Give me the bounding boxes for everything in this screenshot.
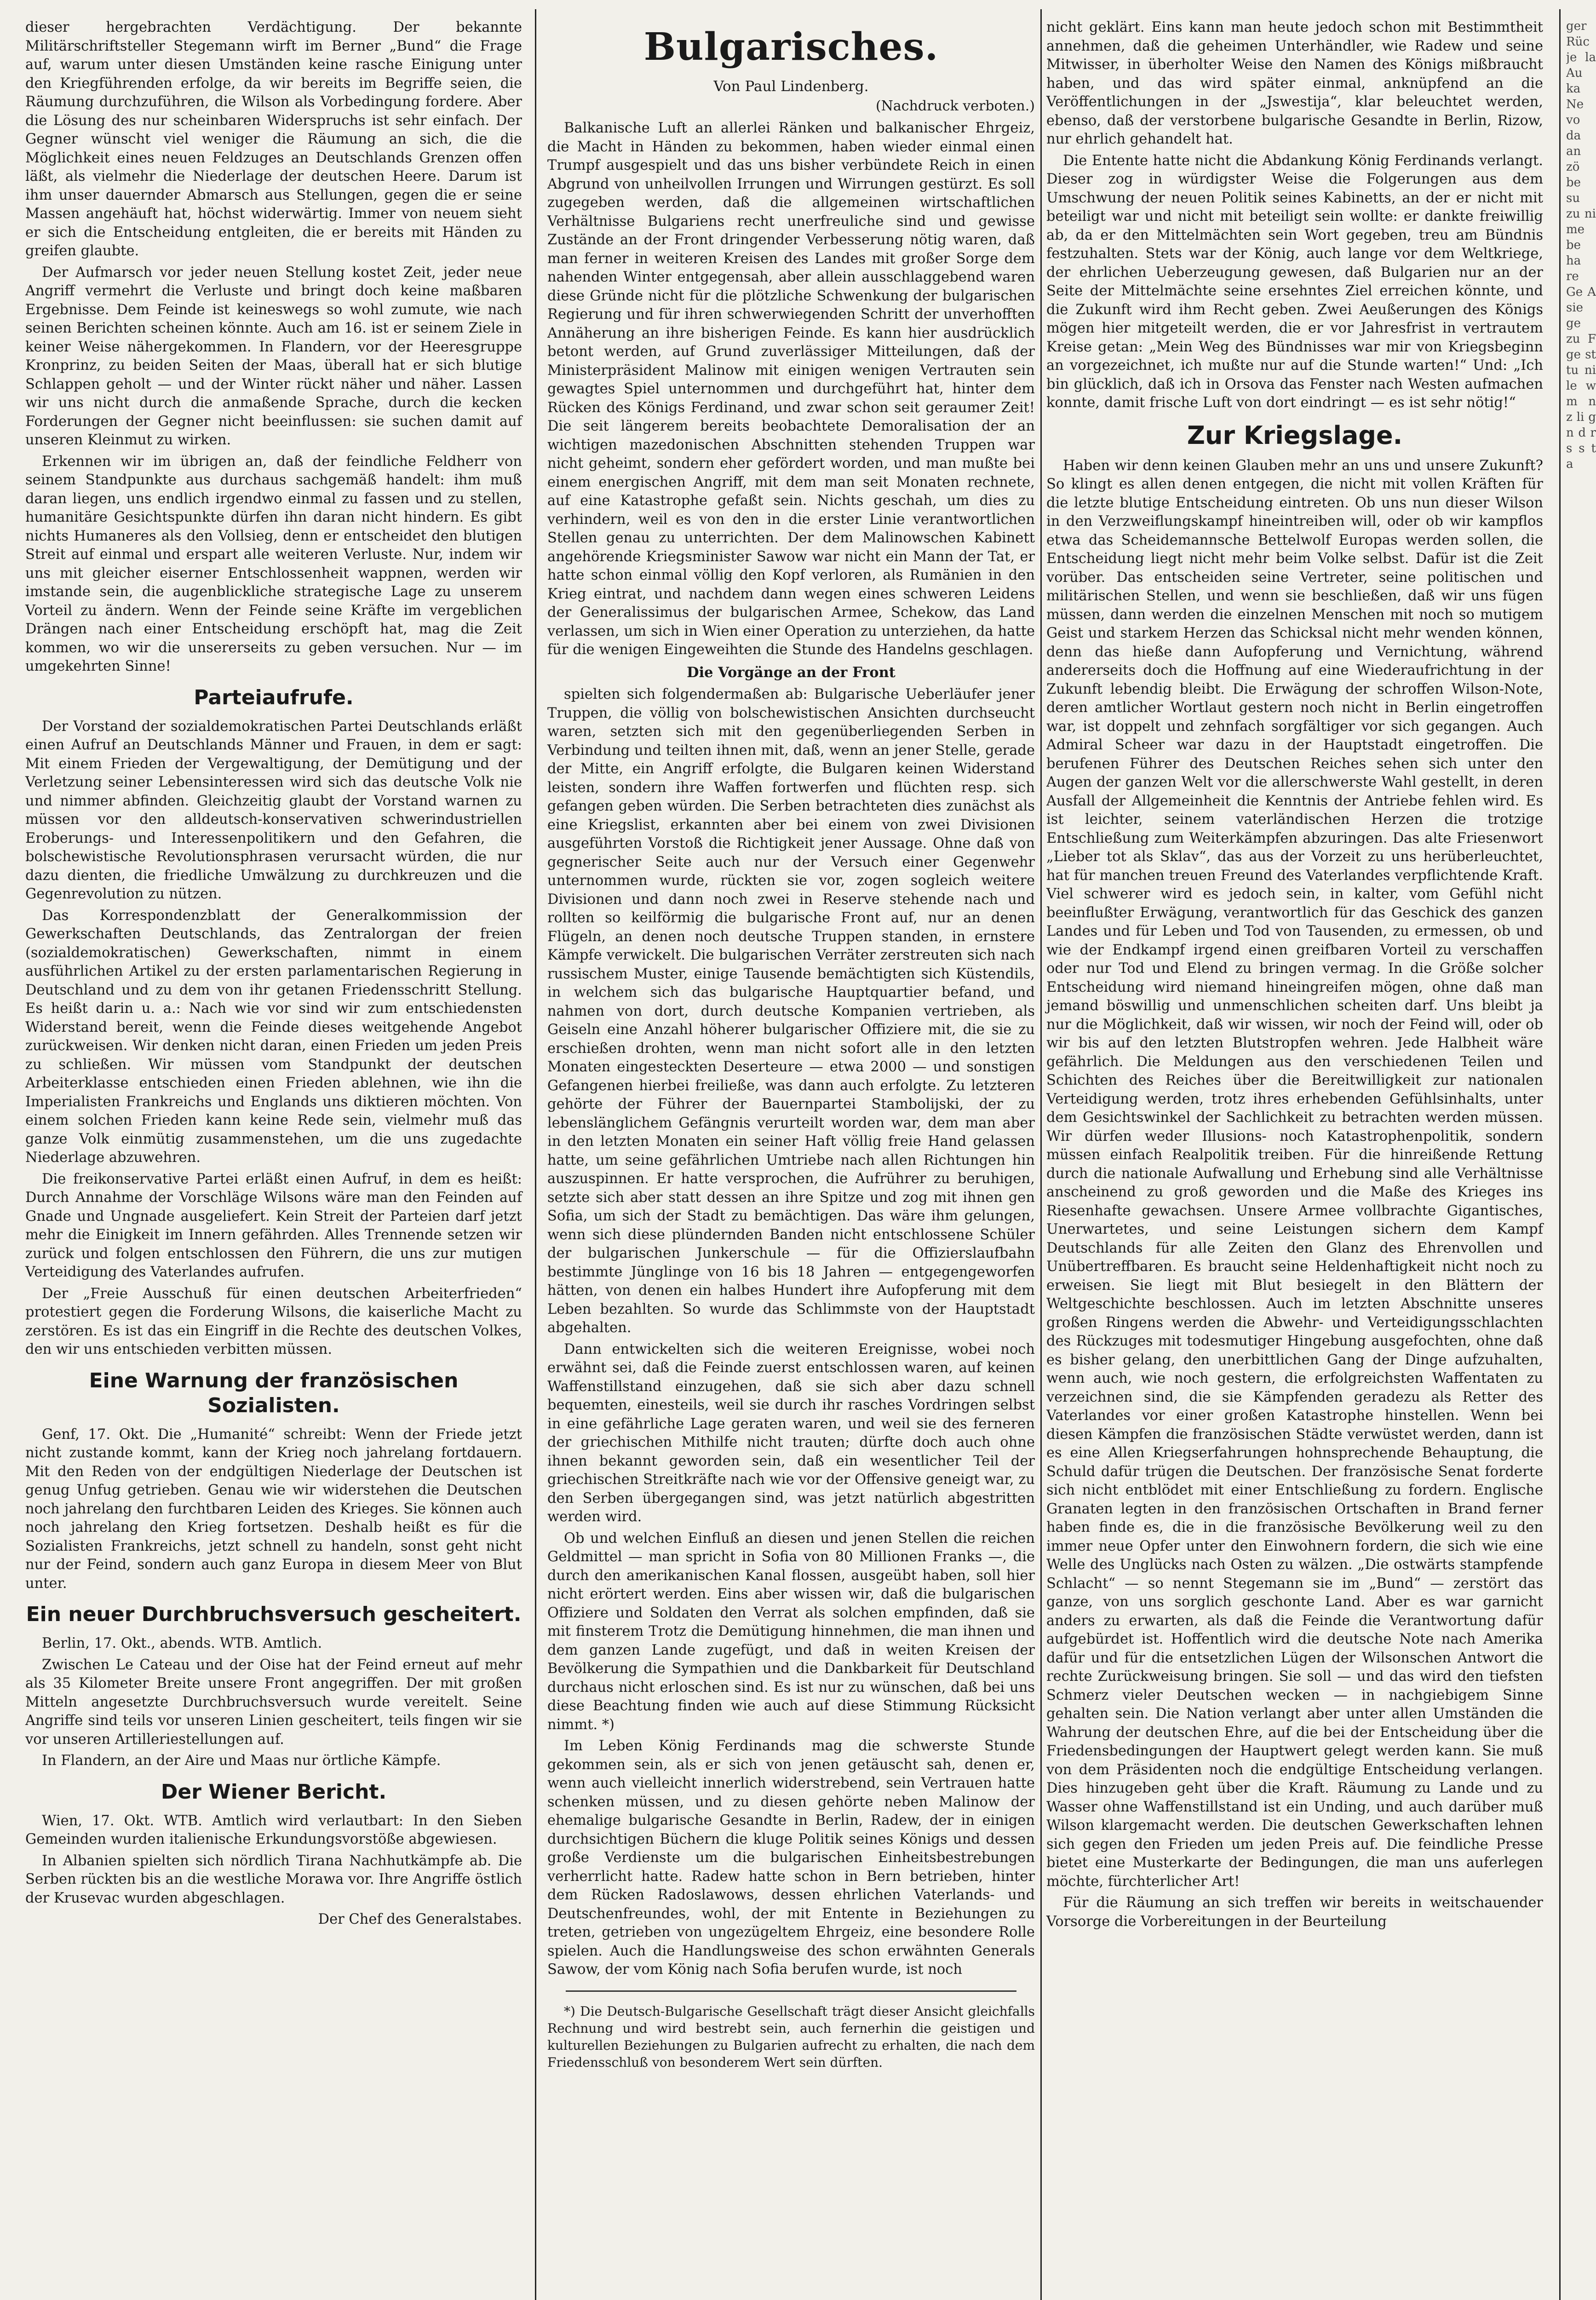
article-paragraph: Wien, 17. Okt. WTB. Amtlich wird verlautbart: In den Sieben Gemeinden wurden italienische Erkundungsvorstöße abgewiesen.: [25, 1812, 522, 1847]
column-3: [1046, 18, 1543, 1934]
article-paragraph: Der Aufmarsch vor jeder neuen Stellung kostet Zeit, jeder neue Angriff vermehrt die Verluste und bringt doch keine maßbaren Ergebnisse. Dem Feinde ist keineswegs so wohl zumute, wie nach seinen Berichten scheinen könnte. Auch am 16. ist er seinem Ziele in keiner Weise nähergekommen. In Flandern, vor der Heeresgruppe Kronprinz, zu beiden Seiten der Maas, überall hat er sich blutige Schlappen geholt — und der Winter rückt näher und näher. Lassen wir uns nicht durch die anmaßende Sprache, durch die kecken Forderungen der Gegner nicht beeinflussen: sie suchen damit auf unseren Kleinmut zu wirken.: [25, 264, 522, 448]
subheading: Die Vorgänge an der Front: [687, 664, 896, 681]
dateline: Berlin, 17. Okt., abends. WTB. Amtlich.: [42, 1635, 322, 1651]
reprint-note: (Nachdruck verboten.): [875, 98, 1035, 114]
footnote-rule: [566, 1990, 1016, 1992]
article-paragraph: Ob und welchen Einfluß an diesen und jenen Stellen die reichen Geldmittel — man spricht in Sofia von 80 Millionen Franks —, die durch den amerikanischen Kanal flossen, ausgeübt haben, soll hier nicht erörtert werden. Eins aber wissen wir, daß die bulgarischen Offiziere und Soldaten den Verrat als solchen empfinden, daß sie mit finsterem Trotz die Demütigung hinnehmen, die man ihnen und dem ganzen Lande zugefügt, und daß in weiten Kreisen der Bevölkerung die Sympathien und die Dankbarkeit für Deutschland durchaus nicht erloschen sind. Es ist nur zu wünschen, daß bei uns diese Beachtung finden wie auch auf diese Stimmung Rücksicht nimmt. *): [547, 1530, 1035, 1733]
article-paragraph: Zwischen Le Cateau und der Oise hat der Feind erneut auf mehr als 35 Kilometer Breite unsere Front angegriffen. Der mit großen Mitteln angesetzte Durchbruchsversuch wurde vereitelt. Seine Angriffe sind teils vor unseren Linien gescheitert, teils fingen wir sie vor unseren Artilleriestellungen auf.: [25, 1656, 522, 1748]
signature: Der Chef des Generalstabes.: [318, 1911, 522, 1927]
headline-zur-kriegslage: Zur Kriegslage.: [1187, 420, 1403, 450]
column-4-edge: [1566, 18, 1596, 472]
headline-bulgarisches: Bulgarisches.: [643, 25, 939, 69]
column-1: [25, 18, 522, 1929]
headline-warnung: Eine Warnung der französischen Sozialisten.: [89, 1368, 459, 1417]
column-2: [547, 18, 1035, 2071]
article-paragraph: Das Korrespondenzblatt der Generalkommission der Gewerkschaften Deutschlands, das Zentralorgan der freien (sozialdemokratischen) Gewerkschaften, nimmt in einem ausführlichen Artikel zu der ersten parlamentarischen Regierung in Deutschland und zu dem von ihr getanen Friedensschritt Stellung. Es heißt darin u. a.: Nach wie vor sind wir zum entschiedensten Widerstand bereit, wenn die Feinde dieses weitgehende Angebot zurückweisen. Wir denken nicht daran, einen Frieden um jeden Preis zu schließen. Wir müssen vom Standpunkt der deutschen Arbeiterklasse entschieden einen Frieden ablehnen, wie ihn die Imperialisten Frankreichs und Englands uns diktieren möchten. Von einem solchen Frieden kann keine Rede sein, vielmehr muß das ganze Volk einmütig zusammenstehen, um die uns zugedachte Niederlage abzuwehren.: [25, 907, 522, 1166]
article-paragraph: nicht geklärt. Eins kann man heute jedoch schon mit Bestimmtheit annehmen, daß die geheimen Unterhändler, wie Radew und seine Mitwisser, in überholter Weise den Namen des Königs mißbraucht haben, und das wird später einmal, anknüpfend an die Veröffentlichungen in der „Jswestija“, klar beleuchtet werden, ebenso, daß der verstorbene bulgarische Gesandte in Berlin, Rizow, nur ehrlich gehandelt hat.: [1046, 19, 1543, 147]
article-paragraph: In Flandern, an der Aire und Maas nur örtliche Kämpfe.: [42, 1753, 441, 1769]
article-paragraph: spielten sich folgendermaßen ab: Bulgarische Ueberläufer jener Truppen, die völlig von bolschewistischen Ansichten durchseucht waren, setzten sich mit den gegenüberliegenden Serben in Verbindung und teilten ihnen mit, daß, wenn an jener Stelle, gerade der Mitte, ein Angriff erfolgte, die Bulgaren keinen Widerstand leisten, sondern ihre Waffen fortwerfen und flüchten resp. sich gefangen geben würden. Die Serben betrachteten dies zunächst als eine Kriegslist, erkannten aber bei einem von zwei Divisionen ausgeführten Vorstoß die Richtigkeit jener Aussage. Ohne daß von gegnerischer Seite auch nur der Versuch einer Gegenwehr unternommen wurde, rückten sie vor, zogen sogleich weitere Divisionen und dann noch zwei in Reserve stehende nach und rollten so keilförmig die bulgarische Front auf, nur an denen Flügeln, an denen noch deutsche Truppen standen, in ernstere Kämpfe verwickelt. Die bulgarischen Verräter zerstreuten sich nach russischem Muster, einige Tausende bemächtigten sich Küstendils, in welchem sich das bulgarische Hauptquartier befand, und nahmen von dort, durch deutsche Kompanien vertrieben, als Geiseln eine Anzahl höherer bulgarischer Offiziere mit, die sie zu erschießen drohten, wenn man nicht sofort alle in den letzten Monaten eingesteckten Deserteure — etwa 2000 — und sonstigen Gefangenen hierbei freiließe, was dann auch erfolgte. Zu letzteren gehörte der Führer der Bauernpartei Stambolijski, der zu lebenslänglichem Gefängnis verurteilt worden war, dem man aber in den letzten Monaten ein seiner Haft völlig freie Hand gelassen hatte, um seine gefährlichen Umtriebe nach allen Richtungen hin auszuspinnen. Er hatte versprochen, die Aufrührer zu beruhigen, setzte sich aber statt dessen an ihre Spitze und zog mit ihnen gen Sofia, um sich der Stadt zu bemächtigen. Das wäre ihm gelungen, wenn sich diese plündernden Banden nicht entschlossene Schüler der bulgarischen Junkerschule — für die Offizierslaufbahn bestimmte Jünglinge von 16 bis 18 Jahren — entgegengeworfen hätten, von denen ein halbes Hundert ihre Aufopferung mit dem Leben bezahlten. So wurde das Schlimmste von der Hauptstadt abgehalten.: [547, 686, 1035, 1336]
column-rule: [1559, 9, 1561, 2300]
article-paragraph: In Albanien spielten sich nördlich Tirana Nachhutkämpfe ab. Die Serben rückten bis an die westliche Morawa vor. Ihre Angriffe östlich der Krusevac wurden abgeschlagen.: [25, 1852, 522, 1906]
headline-durchbruchsversuch: Ein neuer Durchbruchsversuch gescheitert.: [26, 1603, 522, 1626]
byline: Von Paul Lindenberg.: [713, 78, 869, 95]
article-paragraph: Genf, 17. Okt. Die „Humanité“ schreibt: Wenn der Friede jetzt nicht zustande kommt, kann der Krieg noch jahrelang fortdauern. Mit den Reden von der endgültigen Niederlage der Deutschen ist genug Unfug getrieben. Genau wie wir widerstehen die Deutschen noch jahrelang den furchtbaren Leiden des Krieges. Sie können auch noch jahrelang den Krieg fortsetzen. Deshalb heißt es für die Sozialisten Frankreichs, jetzt schnell zu handeln, sonst geht nicht nur der Feind, sondern auch ganz Europa in diesem Meer von Blut unter.: [25, 1426, 522, 1592]
article-paragraph: Der „Freie Ausschuß für einen deutschen Arbeiterfrieden“ protestiert gegen die Forderung Wilsons, die kaiserliche Macht zu zerstören. Es ist das ein Eingriff in die Rechte des deutschen Volkes, den wir uns entschieden verbitten müssen.: [25, 1285, 522, 1357]
article-paragraph: Dann entwickelten sich die weiteren Ereignisse, wobei noch erwähnt sei, daß die Feinde zuerst entschlossen waren, auf keinen Waffenstillstand einzugehen, daß sie sich aber dazu schnell bequemten, einesteils, weil sie durch ihr rasches Vordringen selbst in eine gefährliche Lage geraten waren, und weil sie des ferneren der griechischen Mithilfe nicht trauten; dürfte doch auch ohne ihnen bekannt geworden sein, daß ein wesentlicher Teil der griechischen Streitkräfte nach wie vor der Offensive geneigt war, zu den Serben übergegangen sind, was jetzt natürlich abgestritten werden wird.: [547, 1341, 1035, 1525]
article-paragraph: Haben wir denn keinen Glauben mehr an uns und unsere Zukunft? So klingt es allen denen entgegen, die nicht mit vollen Kräften für die letzte blutige Entscheidung eintreten. Ob uns nun dieser Wilson in den Verzweiflungskampf hineintreiben will, oder ob wir kampflos etwa das Scheidemannsche Bettelwolf Europas werden sollen, die Entscheidung liegt nicht mehr beim Volke selbst. Dafür ist die Zeit vorüber. Das entscheiden seine Vertreter, seine politischen und militärischen Stellen, und wenn sie beschließen, daß wir uns fügen müssen, dann werden die einzelnen Menschen mit noch so mutigem Geist und starkem Herzen das Schicksal nicht mehr wenden können, denn das hieße dann Aufopferung und Vernichtung, während andererseits doch die Hoffnung auf eine Wiederaufrichtung in der Zukunft lebendig bleibt. Die Erwägung der schroffen Wilson-Note, deren amtlicher Wortlaut gestern noch nicht in Berlin eingetroffen war, ist doppelt und zehnfach sorgfältiger vor sich gegangen. Auch Admiral Scheer war dazu in der Hauptstadt eingetroffen. Die berufenen Führer des Deutschen Reiches sehen sich unter den Augen der ganzen Welt vor die allerschwerste Wahl gestellt, in deren Ausfall der Allgemeinheit die Kenntnis der Antriebe fehlen wird. Es ist leichter, seinem vaterländischen Herzen die trotzige Entschließung zum Weiterkämpfen abzuringen. Das alte Friesenwort „Lieber tot als Sklav“, das aus der Vorzeit zu uns herüberleuchtet, hat für manchen treuen Freund des Vaterlandes verpflichtende Kraft. Viel schwerer wird es jedoch sein, in kalter, vom Gefühl nicht beeinflußter Erwägung, verantwortlich für das Geschick des ganzen Landes und für Leben und Tod von Tausenden, zu ermessen, ob und wie der Endkampf irgend einen greifbaren Vorteil zu verschaffen oder nur Tod und Elend zu bringen vermag. In die Größe solcher Entscheidung wird niemand hineingreifen mögen, ohne daß man jemand böswillig und unmenschlichen scheiten darf. Uns bleibt ja nur die Möglichkeit, daß wir wissen, wir noch der Feind will, oder ob wir bis auf den letzten Blutstropfen wehren. Jede Halbheit wäre gefährlich. Die Meldungen aus den verschiedenen Teilen und Schichten des Reiches über die Bereitwilligkeit zur nationalen Verteidigung werden, trotz ihres erhebenden Gefühlsinhalts, unter dem Gesichtswinkel der Sachlichkeit zu betrachten werden müssen. Wir dürfen weder Illusions- noch Katastrophenpolitik, sondern müssen einfach Realpolitik treiben. Für die hinreißende Rettung durch die nationale Aufwallung und Erhebung sind alle Verhältnisse anscheinend zu groß geworden und die Maße des Krieges ins Riesenhafte gewachsen. Unsere Armee vollbrachte Gigantisches, Unerwartetes, und seine Leistungen sichern dem Kampf Deutschlands für alle Zeiten den Glanz des Ehrenvollen und Unübertreffbaren. Es braucht seine Heldenhaftigkeit nicht noch zu erweisen. Sie liegt mit Blut besiegelt in den Blättern der Weltgeschichte beschlossen. Auch im letzten Abschnitte unseres großen Ringens werden die Abwehr- und Verteidigungsschlachten des Rückzuges mit todesmutiger Hingebung ausgefochten, ohne daß es bisher gelang, den unerbittlichen Gang der Dinge aufzuhalten, wenn auch, wie noch gestern, die erfolgreichsten Waffentaten zu verzeichnen sind, die sie Kämpfenden geradezu als Retter des Vaterlandes vor einer großen Katastrophe hinstellen. Wenn bei diesen Kämpfen die französischen Städte verwüstet werden, dann ist es eine Allen Kriegserfahrungen hohnsprechende Behauptung, die Schuld dafür trügen die Deutschen. Der französische Senat forderte sich nicht entblödet mit einer Entschließung zu fordern. Englische Granaten legten in den französischen Ortschaften in Brand ferner haben finde es, die in die französische Bevölkerung weil zu den immer neue Opfer unter den Einwohnern fordern, die sich wie eine Welle des Unglücks nach Osten zu wälzen. „Die ostwärts stampfende Schlacht“ — so nennt Stegemann sie im „Bund“ — zerstört das ganze, von uns sorglich geschonte Land. Aber es war garnicht anders zu erwarten, als daß die Feinde die Verantwortung dafür aufgebürdet ist. Hoffentlich wird die deutsche Note nach Amerika dafür und für die entsetzlichen Lügen der Wilsonschen Antwort die rechte Zurückweisung bringen. Sie soll — und das wird den tiefsten Schmerz vieler Deutschen wecken — in nachgiebigem Sinne gehalten sein. Die Nation verlangt aber unter allen Umständen die Wahrung der deutschen Ehre, auf die bei der Entscheidung über die Friedensbedingungen der Hauptwert gelegt werden kann. Sie muß von dem Präsidenten noch die endgültige Entscheidung verlangen. Dies hinzugeben geht über die Kraft. Räumung zu Lande und zu Wasser ohne Waffenstillstand ist ein Unding, und auch darüber muß Wilson klargemacht werden. Die deutschen Gewerkschaften lehnen sich gegen den Frieden um jeden Preis auf. Die feindliche Presse bietet eine Musterkarte der Bedingungen, die man uns auferlegen möchte, fürchterlicher Art!: [1046, 457, 1543, 1890]
clipped-text-fragment: ger Rüc je la Au ka Ne vo da an zö be su zu ni me be ha re Ge A sie ge zu F ge st tu ni le w m n z li g n d r s s t a: [1566, 19, 1596, 471]
headline-wiener-bericht: Der Wiener Bericht.: [161, 1780, 387, 1804]
article-paragraph: Die freikonservative Partei erläßt einen Aufruf, in dem es heißt: Durch Annahme der Vorschläge Wilsons wäre man den Feinden auf Gnade und Ungnade ausgeliefert. Kein Streit der Parteien darf jetzt mehr die Einigkeit im Innern gefährden. Alles Trennende setzen wir zurück und folgen entschlossen den Führern, die uns zur mutigen Verteidigung des Vaterlandes aufrufen.: [25, 1171, 522, 1280]
article-paragraph: dieser hergebrachten Verdächtigung. Der bekannte Militärschriftsteller Stegemann wirft im Berner „Bund“ die Frage auf, warum unter diesen Umständen keine rasche Einigung unter den Kriegführenden erfolge, da wir bereits im Begriffe seien, die Räumung durchzuführen, die Wilson als Vorbedingung fordere. Aber die Lösung des nur scheinbaren Widerspruchs ist sehr einfach. Der Gegner wünscht viel weniger die Räumung an sich, die die Möglichkeit eines neuen Feldzuges an Deutschlands Grenzen offen läßt, als vielmehr die Niederlage der deutschen Heere. Darum ist ihm unser dauernder Abmarsch aus Stellungen, gegen die er seine Massen angehäuft hat, höchst widerwärtig. Immer von neuem sieht er sich die Entscheidung entgleiten, die er bereits mit Händen zu greifen glaubte.: [25, 19, 522, 259]
article-paragraph: Im Leben König Ferdinands mag die schwerste Stunde gekommen sein, als er sich von jenen getäuscht sah, denen er, wenn auch vielleicht innerlich widerstrebend, sein Vertrauen hatte schenken müssen, und zu diesen gehörte neben Malinow der ehemalige bulgarische Gesandte in Berlin, Radew, der in einigen durchsichtigen Büchern die kluge Politik seines Königs und dessen große Verdienste um die bulgarischen Einheitsbestrebungen verherrlicht hatte. Radew hatte schon in Bern betrieben, hinter dem Rücken Radoslawows, dessen ehrlichen Vaterlands- und Deutschenfreundes, wohl, der mit Entente in Beziehungen zu treten, getrieben von ungezügeltem Ehrgeiz, eine besondere Rolle spielen. Auch die Handlungsweise des schon erwähnten Generals Sawow, der vom König nach Sofia berufen wurde, ist noch: [547, 1738, 1035, 1978]
article-paragraph: Für die Räumung an sich treffen wir bereits in weitschauender Vorsorge die Vorbereitungen in der Beurteilung: [1046, 1895, 1543, 1930]
article-paragraph: Balkanische Luft an allerlei Ränken und balkanischer Ehrgeiz, die Macht in Händen zu bekommen, haben wieder einmal einen Trumpf ausgespielt und das uns bisher verbündete Reich in einen Abgrund von unheilvollen Irrungen und Wirrungen gestürzt. Es soll zugegeben werden, daß die allgemeinen wirtschaftlichen Verhältnisse Bulgariens recht unerfreuliche sind und gewisse Zustände an der Front dringender Verbesserung nötig waren, daß man ferner in weiteren Kreisen des Landes mit großer Sorge dem nahenden Winter entgegensah, aber allein ausschlaggebend waren diese Gründe nicht für die plötzliche Schwenkung der bulgarischen Regierung und für ihren schwerwiegenden Schritt der unverhofften Annäherung an ihre bisherigen Feinde. Es kann hier ausdrücklich betont werden, auf Grund zuverlässiger Mitteilungen, daß der Ministerpräsident Malinow mit einigen wenigen Vertrauten sein gewagtes Spiel unternommen und durchgeführt hat, hinter dem Rücken des Königs Ferdinand, und zwar schon seit geraumer Zeit! Die seit längerem bereits beobachtete Demoralisation der an wichtigen mazedonischen Abschnitten stehenden Truppen war nicht geheimt, sondern eher gefördert worden, und man mußte bei einem energischen Angriff, mit dem man seit Monaten rechnete, auf eine Katastrophe gefaßt sein. Nichts geschah, um dies zu verhindern, weil es von den in die erster Linie verantwortlichen Stellen genau zu unterrichten. Der dem Malinowschen Kabinett angehörende Kriegsminister Sawow war nicht ein Mann der Tat, er hatte schon einmal völlig den Kopf verloren, als Rumänien in den Krieg eintrat, und nachdem dann wegen eines schweren Leidens der Generalissimus der bulgarischen Armee, Schekow, das Land verlassen, um sich in Wien einer Operation zu unterziehen, da hatte für die wenigen Eingeweihten die Stunde des Handelns geschlagen.: [547, 120, 1035, 658]
article-paragraph: Die Entente hatte nicht die Abdankung König Ferdinands verlangt. Dieser zog in würdigster Weise die Folgerungen aus dem Umschwung der neuen Politik seines Kabinetts, an der er nicht mit beteiligt war und nicht mit beteiligt sein wollte: er dankte freiwillig ab, da er den Mittelmächten sein Wort gegeben, treu am Bündnis festzuhalten. Stets war der König, auch lange vor dem Weltkriege, der ehrlichen Ueberzeugung gewesen, daß Bulgarien nur an der Seite der Mittelmächte seine ersehntes Ziel erreichen könnte, und die Zukunft wird ihm Recht geben. Zwei Aeußerungen des Königs mögen hier mitgeteilt werden, die er vor Jahresfrist in vertrautem Kreise getan: „Mein Weg des Bündnisses war mir von Kriegsbeginn an vorgezeichnet, ich mußte nur auf die Stunde warten!“ Und: „Ich bin glücklich, daß ich in Orsova das Fenster nach Westen aufmachen konnte, damit frische Luft von dort eindringt — es ist sehr nötig!“: [1046, 152, 1543, 411]
article-paragraph: Der Vorstand der sozialdemokratischen Partei Deutschlands erläßt einen Aufruf an Deutschlands Männer und Frauen, in dem er sagt: Mit einem Frieden der Vergewaltigung, der Demütigung und der Verletzung seiner Lebensinteressen wird sich das deutsche Volk nie und nimmer abfinden. Gleichzeitig glaubt der Vorstand warnen zu müssen vor den alldeutsch-konservativen schwerindustriellen Eroberungs- und Interessenpolitikern und den Gefahren, die bolschewistische Revolutionsphrasen verursacht würden, die nur dazu dienten, die friedliche Umwälzung zu durchkreuzen und die Gegenrevolution zu nützen.: [25, 718, 522, 902]
article-paragraph: Erkennen wir im übrigen an, daß der feindliche Feldherr von seinem Standpunkte aus durchaus sachgemäß handelt: ihm muß daran liegen, uns endlich irgendwo einmal zu fassen und zu stellen, humanitäre Gesichtspunkte dürfen ihn daran nicht hindern. Es gibt nichts Humaneres als den Vollsieg, denn er entscheidet den blutigen Streit auf einmal und erspart alle weiteren Verluste. Nur, indem wir uns mit gleicher eiserner Entschlossenheit wappnen, werden wir imstande sein, die augenblickliche strategische Lage zu unserem Vorteil zu ändern. Wenn der Feinde seine Kräfte im vergeblichen Drängen nach einer Entscheidung erschöpft hat, mag die Zeit kommen, wo wir die unsererseits zu geben versuchen. Nur — im umgekehrten Sinne!: [25, 453, 522, 674]
column-rule: [535, 9, 536, 2300]
column-rule: [1040, 9, 1042, 2300]
footnote: *) Die Deutsch-Bulgarische Gesellschaft trägt dieser Ansicht gleichfalls Rechnung und wird bestrebt sein, auch fernerhin die geistigen und kulturellen Beziehungen zu Bulgarien aufrecht zu erhalten, die nach dem Friedensschluß von besonderem Wert sein dürften.: [547, 2003, 1035, 2070]
headline-parteiaufrufe: Parteiaufrufe.: [194, 685, 354, 709]
